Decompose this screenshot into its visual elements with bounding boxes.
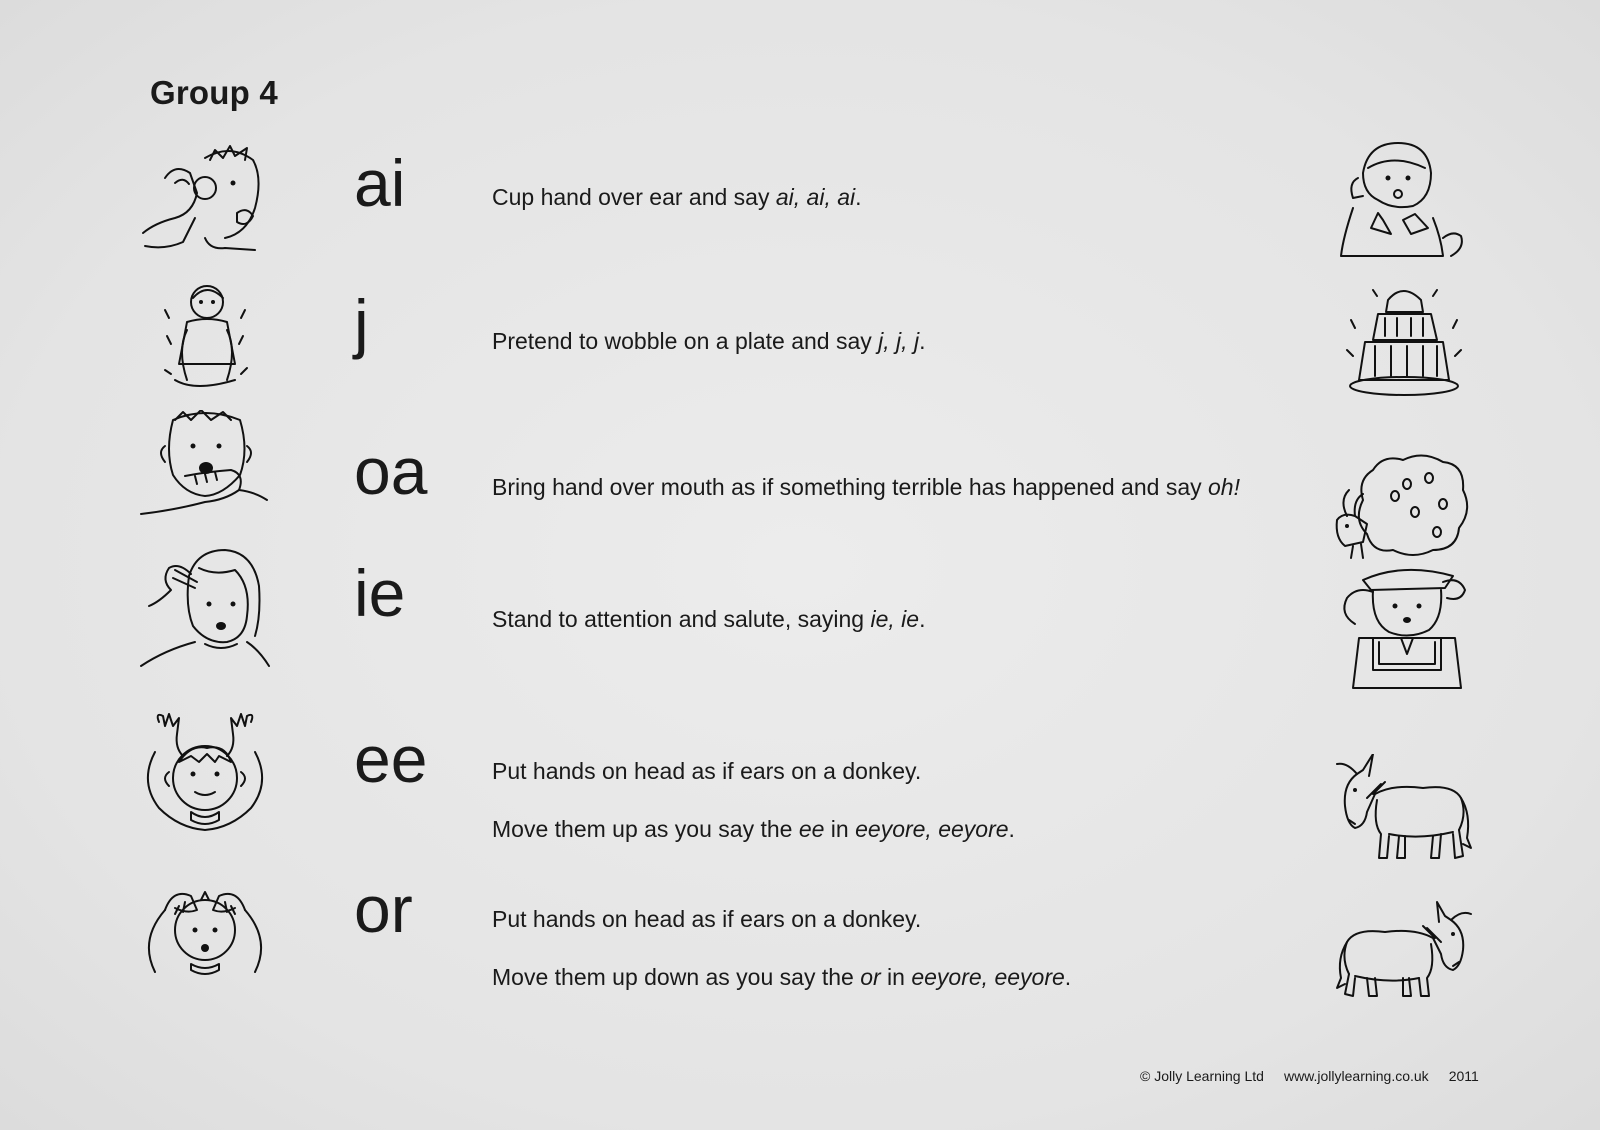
jelly-on-plate-icon	[1333, 280, 1475, 412]
instruction-line	[492, 906, 921, 933]
instruction-text: Put hands on head as if ears on a donkey.	[492, 758, 922, 784]
instruction-text: Cup hand over ear and say	[492, 184, 776, 210]
instruction-sound-text: j, j, j	[878, 328, 920, 354]
child-hand-over-mouth-icon	[135, 410, 275, 540]
instruction-text: in	[824, 816, 856, 842]
sound-row-or	[0, 860, 1600, 1006]
child-saluting-icon	[135, 546, 275, 676]
child-cupping-ear-icon	[135, 138, 275, 268]
page-title: Group 4	[150, 74, 278, 111]
sound-row-ee	[0, 712, 1600, 858]
instruction-line	[492, 964, 1071, 991]
sound-row-oa	[0, 410, 1600, 556]
sound-label: or	[354, 872, 413, 946]
child-hands-down-ears-icon	[135, 880, 275, 1010]
child-wobbling-icon	[135, 280, 275, 410]
instruction-sound-text: ie, ie	[870, 606, 920, 632]
instruction-line	[492, 474, 1240, 501]
year-text: 2011	[1448, 1068, 1479, 1084]
footer	[1140, 1068, 1479, 1084]
instruction-text: .	[1064, 964, 1072, 990]
website-link[interactable]: www.jollylearning.co.uk	[1283, 1068, 1429, 1084]
instruction-text: .	[855, 184, 862, 210]
instruction-line	[492, 816, 1015, 843]
sound-row-ai	[0, 138, 1600, 284]
instruction-text: Put hands on head as if ears on a donkey.	[492, 906, 922, 932]
instruction-text: Stand to attention and salute, saying	[492, 606, 871, 632]
instruction-line	[492, 328, 925, 355]
instruction-word-text: eeyore, eeyore	[911, 964, 1065, 990]
sound-label: ee	[354, 722, 428, 796]
sound-label: oa	[354, 434, 428, 508]
instruction-sound-text: or	[860, 964, 881, 990]
instruction-line	[492, 606, 925, 633]
instruction-text: Move them up down as you say the	[492, 964, 861, 990]
instruction-sound-text: ai, ai, ai	[775, 184, 856, 210]
instruction-text: in	[880, 964, 912, 990]
instruction-sound-text: oh!	[1208, 474, 1240, 500]
instruction-text: .	[1008, 816, 1015, 842]
sound-label: j	[354, 286, 369, 360]
sound-label: ie	[354, 556, 406, 630]
instruction-sound-text: ee	[798, 816, 825, 842]
donkey-icon	[1333, 898, 1475, 1030]
instruction-text: .	[919, 606, 926, 632]
girl-cupping-ear-icon	[1333, 138, 1475, 270]
sound-row-j	[0, 280, 1600, 426]
instruction-text: Pretend to wobble on a plate and say	[492, 328, 879, 354]
sailor-saluting-icon	[1333, 558, 1475, 690]
instruction-line	[492, 758, 921, 785]
instruction-text: Move them up as you say the	[492, 816, 799, 842]
copyright-text: © Jolly Learning Ltd	[1140, 1068, 1264, 1084]
sound-row-ie	[0, 548, 1600, 694]
instruction-line	[492, 184, 862, 211]
sound-label: ai	[354, 146, 406, 220]
instruction-text: .	[919, 328, 926, 354]
instruction-text: Bring hand over mouth as if something terrible has happened and say	[492, 474, 1208, 500]
child-hands-up-ears-icon	[135, 712, 275, 842]
instruction-word-text: eeyore, eeyore	[855, 816, 1009, 842]
